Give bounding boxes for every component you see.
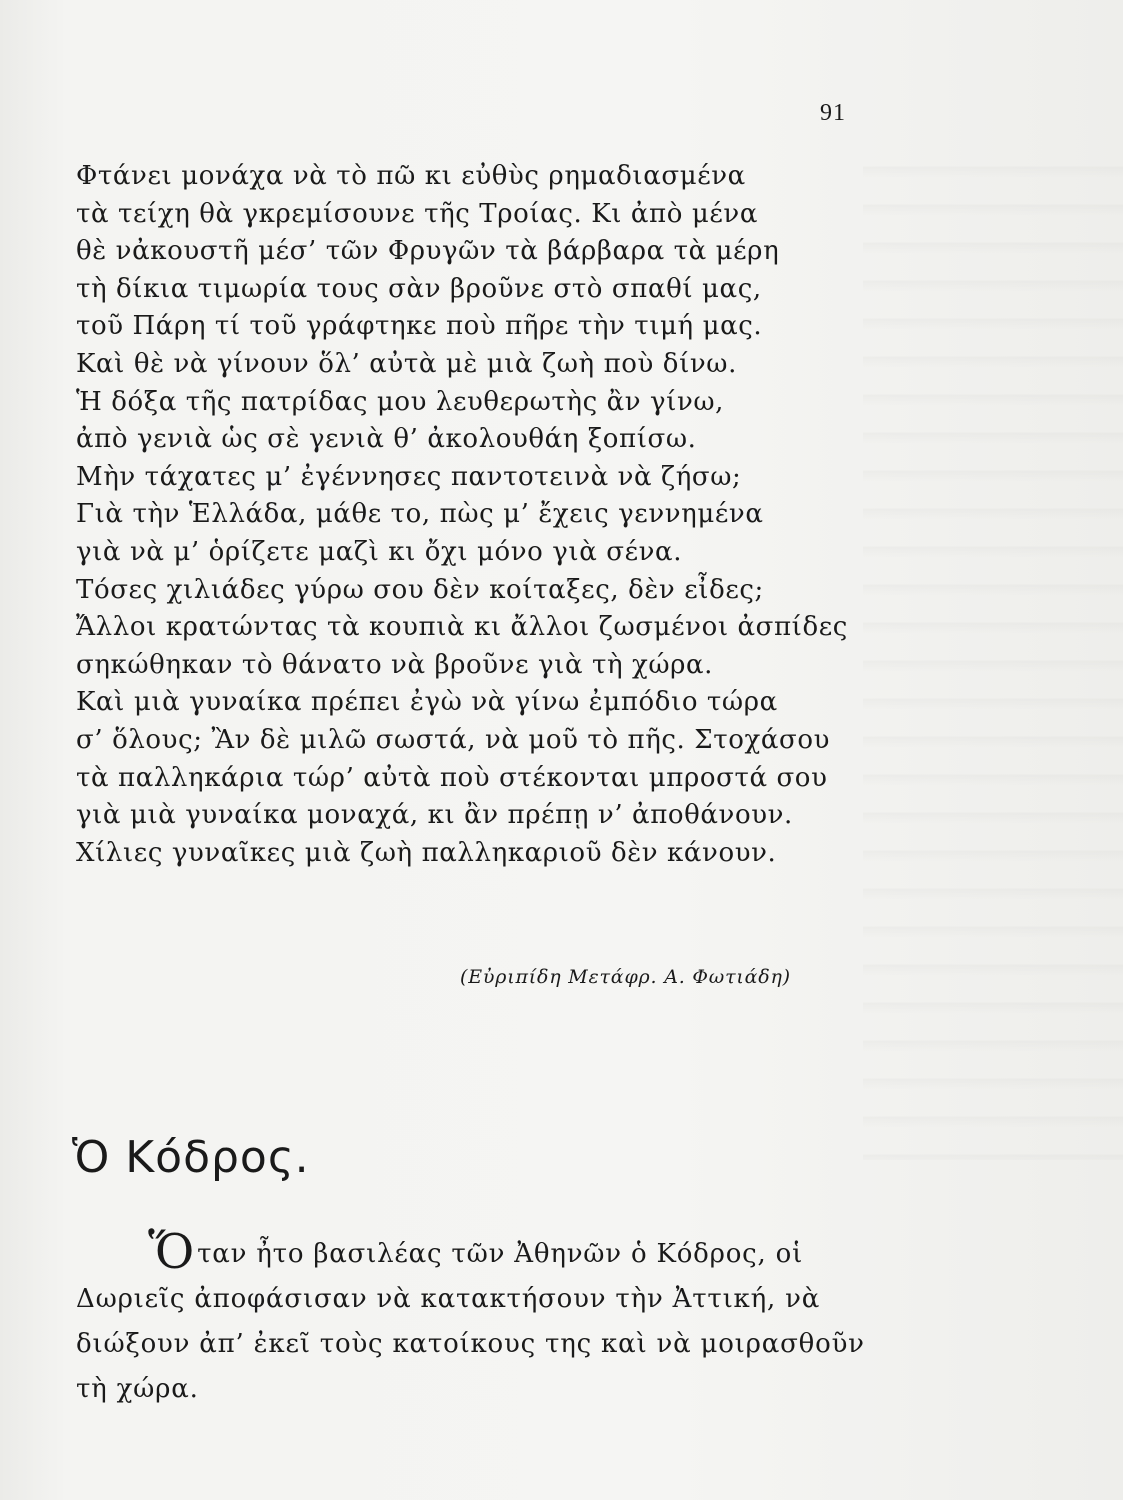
poem-line: Χίλιες γυναῖκες μιὰ ζωὴ παλληκαριοῦ δὲν κάνουν. <box>76 837 777 868</box>
poem-line: τὰ παλληκάρια τώρ’ αὐτὰ ποὺ στέκονται μπροστά σου <box>76 762 828 793</box>
poem-block <box>76 158 956 872</box>
poem-line: Ἄλλοι κρατώντας τὰ κουπιὰ κι ἄλλοι ζωσμένοι ἀσπίδες <box>76 612 848 643</box>
drop-cap: Ὅ <box>148 1224 196 1280</box>
poem-line: γιὰ νὰ μ’ ὁρίζετε μαζὶ κι ὄχι μόνο γιὰ σένα. <box>76 536 683 567</box>
prose-line: Δωριεῖς ἀποφάσισαν νὰ κατακτήσουν τὴν Ἀττική, νὰ <box>76 1284 821 1314</box>
poem-line: Καὶ θὲ νὰ γίνουν ὅλ’ αὐτὰ μὲ μιὰ ζωὴ ποὺ δίνω. <box>76 348 737 379</box>
poem-line: ἀπὸ γενιὰ ὡς σὲ γενιὰ θ’ ἀκολουθάη ξοπίσω. <box>76 424 697 455</box>
section-title: Ὁ Κόδρος. <box>72 1132 310 1183</box>
prose-first-line-text: ταν ἦτο βασιλέας τῶν Ἀθηνῶν ὁ Κόδρος, οἱ <box>197 1239 804 1269</box>
poem-line: θὲ νἀκουστῆ μέσ’ τῶν Φρυγῶν τὰ βάρβαρα τὰ μέρη <box>76 236 780 267</box>
attribution: (Εὐριπίδη Μετάφρ. Α. Φωτιάδη) <box>460 966 791 988</box>
prose-paragraph <box>76 1224 936 1412</box>
poem-line: Γιὰ τὴν Ἑλλάδα, μάθε το, πὼς μ’ ἔχεις γεννημένα <box>76 499 764 530</box>
prose-line: τὴ χώρα. <box>76 1374 199 1404</box>
prose-line: διώξουν ἀπ’ ἐκεῖ τοὺς κατοίκους της καὶ νὰ μοιρασθοῦν <box>76 1329 865 1359</box>
poem-line: Καὶ μιὰ γυναίκα πρέπει ἐγὼ νὰ γίνω ἐμπόδιο τώρα <box>76 687 778 718</box>
poem-line: σηκώθηκαν τὸ θάνατο νὰ βροῦνε γιὰ τὴ χώρα. <box>76 649 714 680</box>
poem-line: σ’ ὅλους; Ἂν δὲ μιλῶ σωστά, νὰ μοῦ τὸ πῆς. Στοχάσου <box>76 724 831 755</box>
poem-line: Μὴν τάχατες μ’ ἐγέννησες παντοτεινὰ νὰ ζήσω; <box>76 461 742 492</box>
page-number: 91 <box>820 100 846 126</box>
prose-line <box>76 1224 936 1280</box>
poem-line: τὰ τείχη θὰ γκρεμίσουνε τῆς Τροίας. Κι ἀπὸ μένα <box>76 198 758 229</box>
poem-line: γιὰ μιὰ γυναίκα μοναχά, κι ἂν πρέπῃ ν’ ἀποθάνουν. <box>76 800 793 831</box>
poem-line: Ἡ δόξα τῆς πατρίδας μου λευθερωτὴς ἂν γίνω, <box>76 386 725 417</box>
poem-line: Τόσες χιλιάδες γύρω σου δὲν κοίταξες, δὲν εἶδες; <box>76 574 764 605</box>
poem-line: Φτάνει μονάχα νὰ τὸ πῶ κι εὐθὺς ρημαδιασμένα <box>76 161 746 191</box>
poem-line: τοῦ Πάρη τί τοῦ γράφτηκε ποὺ πῆρε τὴν τιμή μας. <box>76 311 763 342</box>
poem-line: τὴ δίκια τιμωρία τους σὰν βροῦνε στὸ σπαθί μας, <box>76 273 762 304</box>
